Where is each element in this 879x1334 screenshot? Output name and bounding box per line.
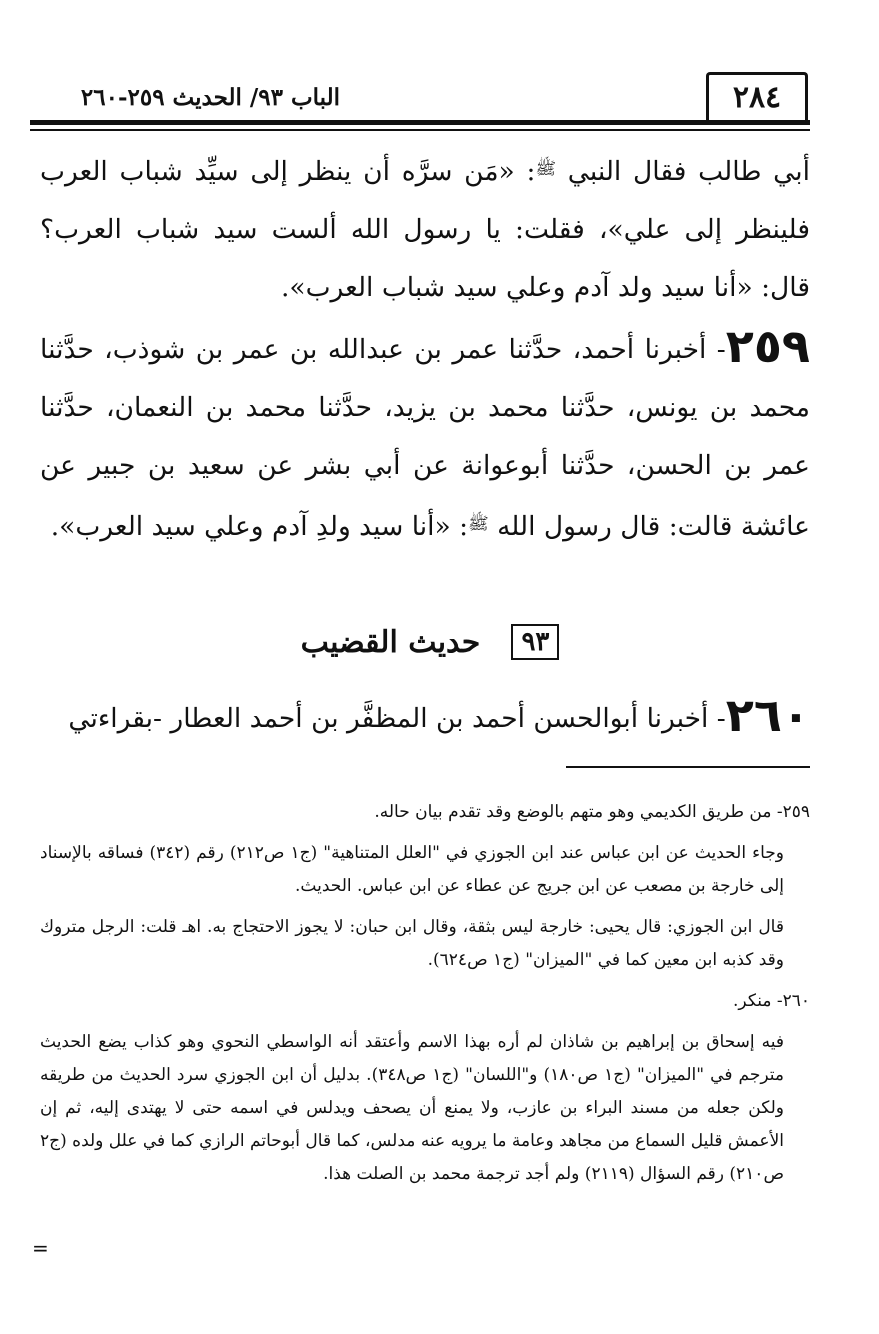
hadith-number: ٢٥٩ [725,319,810,373]
text-run: - أخبرنا أبوالحسن أحمد بن المظفَّر بن أحمد العطار -بقراءتي [68,703,726,734]
text-run: أبي طالب فقال النبي [555,156,810,187]
honorific-glyph: ﷺ [468,514,489,534]
footnote-260: ٢٦٠- منكر. [733,991,810,1011]
text-run: : «أنا سيد ولدِ آدم وعلي سيد العرب». [50,511,469,542]
footnote-259: ٢٥٩- من طريق الكديمي وهو متهم بالوضع وقد تقدم بيان حاله. [374,802,810,822]
page-number: ٢٨٤ [732,80,782,115]
text-run: - أخبرنا أحمد، حدَّثنا عمر بن عبدالله بن عمر بن شوذب، حدَّثنا محمد بن يونس، حدَّثنا محمد بن يزيد، حدَّثنا محمد بن النعمان، حدَّثنا عمر بن الحسن، حدَّثنا أبوعوانة عن أبي بشر عن سعيد بن جبير عن عائشة قالت: قال رسول الله [40,334,810,542]
hadith-260 [40,680,810,754]
hadith-259 [40,317,810,556]
text-run: : «مَن سرَّه أن ينظر إلى سيِّد شباب العرب فلينظر إلى علي»، فقلت: يا رسول الله ألست سيد شباب العرب؟ قال: «أنا سيد ولد آدم وعلي سيد شباب العرب». [40,156,810,303]
chapter-title: حديث القضيب [300,624,481,660]
footnote-separator [566,766,810,768]
header-rule-thick [30,120,810,125]
honorific-glyph: ﷺ [535,159,556,179]
footnote-paragraph: فيه إسحاق بن إبراهيم بن شاذان لم أره بهذا الاسم وأعتقد أنه الواسطي النحوي وهو كذاب يضع الحديث مترجم في "الميزان" (ج١ ص١٨٠) و"اللسان" (ج١ ص٣٤٨). بدليل أن ابن الجوزي سرد الحديث من طريقه ولكن جعله من مسند البراء بن عازب، ولا يمنع أن يصحف ويدلس في اسمه حتى لا يهتدى إليه، ثم إن الأعمش قليل السماع من مجاهد وعامة ما يرويه عنه مدلس، كما قال أبوحاتم الرازي كما في علل ولده (ج٢ ص٢١٠) رقم السؤال (٢١١٩) ولم أجد ترجمة محمد بن الصلت هذا. [40,1032,785,1184]
header-rule-thin [30,129,810,131]
footnotes [40,796,810,1199]
continuation-mark: = [32,1236,49,1260]
running-header-title: الباب ٩٣/ الحديث ٢٥٩-٢٦٠ [80,84,340,111]
paragraph-continued [40,140,810,317]
chapter-number: ٩٣ [511,624,559,660]
main-text [40,140,810,556]
page-number-box [706,72,808,120]
chapter-heading [230,624,630,670]
hadith-number: ٢٦٠ [725,688,810,742]
footnote-paragraph: قال ابن الجوزي: قال يحيى: خارجة ليس بثقة، وقال ابن حبان: لا يجوز الاحتجاج به. اهـ قلت: الرجل متروك وقد كذبه ابن معين كما في "الميزان" (ج١ ص٦٢٤). [40,917,784,970]
footnote-paragraph: وجاء الحديث عن ابن عباس عند ابن الجوزي في "العلل المتناهية" (ج١ ص٢١٢) رقم (٣٤٢) فساقه بالإسناد إلى خارجة بن مصعب عن ابن جريج عن عطاء عن ابن عباس. الحديث. [40,843,784,896]
